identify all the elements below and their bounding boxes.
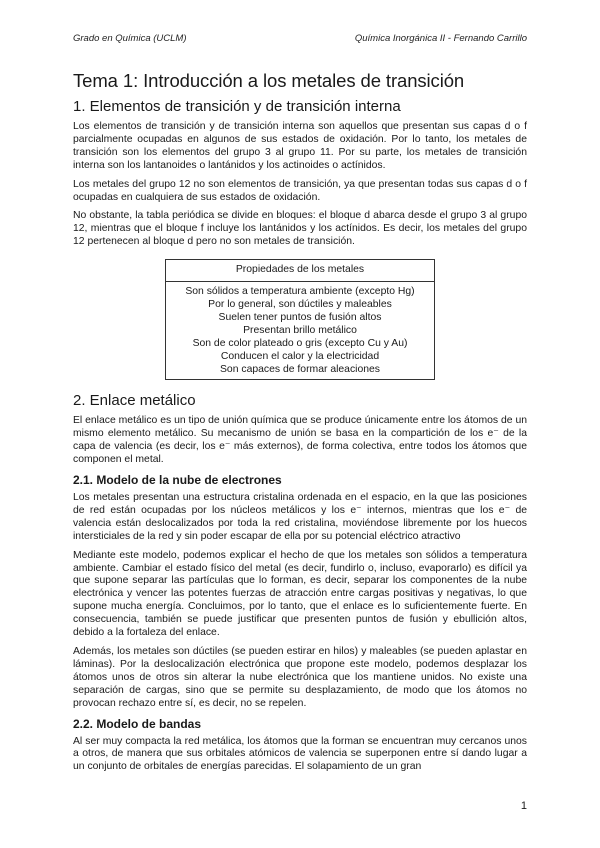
section-1-paragraph: No obstante, la tabla periódica se divide en bloques: el bloque d abarca desde el grupo 3 al grupo 12, mientras que el bloque f incluye los lantánidos y los actínidos. Es decir, los metales del grupo 12 pertenecen al bloque d pero no son metales de transición. <box>73 210 527 248</box>
property-item: Son sólidos a temperatura ambiente (excepto Hg) <box>185 286 415 298</box>
property-item: Conducen el calor y la electricidad <box>220 350 380 362</box>
subsection-2-1-paragraph: Además, los metales son dúctiles (se pueden estirar en hilos) y maleables (se pueden aplastar en láminas). Por la deslocalización electrónica que propone este modelo, podemos desplazar los átomos unos de otros sin alterar la nube electrónica que los mantiene unidos. No existe una separación de cargas, sino que se permite su desplazamiento, de modo que los átomos no provocan rechazo entre sí, es decir, no se repelen. <box>73 646 527 709</box>
subsection-2-1-paragraph: Mediante este modelo, podemos explicar el hecho de que los metales son sólidos a temperatura ambiente. Cambiar el estado físico del metal (es decir, fundirlo o, incluso, evaporarlo) es difícil ya que supone separar las partículas que lo forman, es decir, separar los componentes de la nube electrónica y vencer las potentes fuerzas de atracción entre cargas positivas y negativas, lo que supone mucha energía. Concluimos, por lo tanto, que el enlace es lo suficientemente fuerte. En consecuencia, también se puede justificar que presenten puntos de fusión y ebullición altos, debido a la fortaleza del enlace. <box>73 549 527 639</box>
section-1-heading: 1. Elementos de transición y de transición interna <box>73 98 401 115</box>
property-item: Presentan brillo metálico <box>243 324 357 336</box>
page-number: 1 <box>520 800 527 812</box>
section-2-intro: El enlace metálico es un tipo de unión química que se produce únicamente entre los átomos de un mismo elemento metálico. Su mecanismo de unión se basa en la compartición de los e⁻ de la capa de valencia (es decir, los e⁻ más externos), de forma colectiva, entre todos los átomos que componen el metal. <box>73 415 528 466</box>
header-subject-author: Química Inorgánica II - Fernando Carrillo <box>354 33 527 44</box>
property-item: Por lo general, son dúctiles y maleables <box>208 298 392 310</box>
properties-box-title: Propiedades de los metales <box>166 260 434 282</box>
subsection-2-2-heading: 2.2. Modelo de bandas <box>73 716 202 731</box>
section-2-heading: 2. Enlace metálico <box>73 392 196 410</box>
document-body <box>73 70 527 780</box>
properties-box <box>165 259 435 380</box>
page-title: Tema 1: Introducción a los metales de transición <box>73 70 465 91</box>
property-item: Son capaces de formar aleaciones <box>220 363 380 375</box>
page-header <box>73 33 527 44</box>
properties-list <box>166 282 434 379</box>
subsection-2-1-paragraph: Los metales presentan una estructura cristalina ordenada en el espacio, en la que las posiciones de red están ocupadas por los núcleos metálicos y los e⁻ internos, mientras que los e⁻ de valencia están deslocalizados por toda la red cristalina, moviéndose libremente por los huecos intersticiales de la red y sin poder escapar de ella por su potencial eléctrico atractivo <box>73 492 527 542</box>
section-1-paragraph: Los metales del grupo 12 no son elementos de transición, ya que presentan todas sus capas d o f ocupadas en cualquiera de sus estados de oxidación. <box>73 178 527 203</box>
subsection-2-2-paragraph: Al ser muy compacta la red metálica, los átomos que la forman se encuentran muy cercanos unos a otros, de manera que sus orbitales atómicos de valencia se superponen entre sí dando lugar a un conjunto de orbitales de energías parecidas. El solapamiento de un gran <box>73 735 527 773</box>
property-item: Suelen tener puntos de fusión altos <box>218 311 382 323</box>
header-course: Grado en Química (UCLM) <box>73 33 187 44</box>
subsection-2-1-heading: 2.1. Modelo de la nube de electrones <box>73 473 282 488</box>
property-item: Son de color plateado o gris (excepto Cu y Au) <box>192 337 408 349</box>
section-1-paragraph: Los elementos de transición y de transición interna son aquellos que presentan sus capas d o f parcialmente ocupadas en algunos de sus estados de oxidación. Por lo tanto, los metales de transición son los elementos del grupo 3 al grupo 11. Por su parte, los metales de transición interna son los lantanoides o lantánidos y los actinoides o actínidos. <box>73 121 527 171</box>
